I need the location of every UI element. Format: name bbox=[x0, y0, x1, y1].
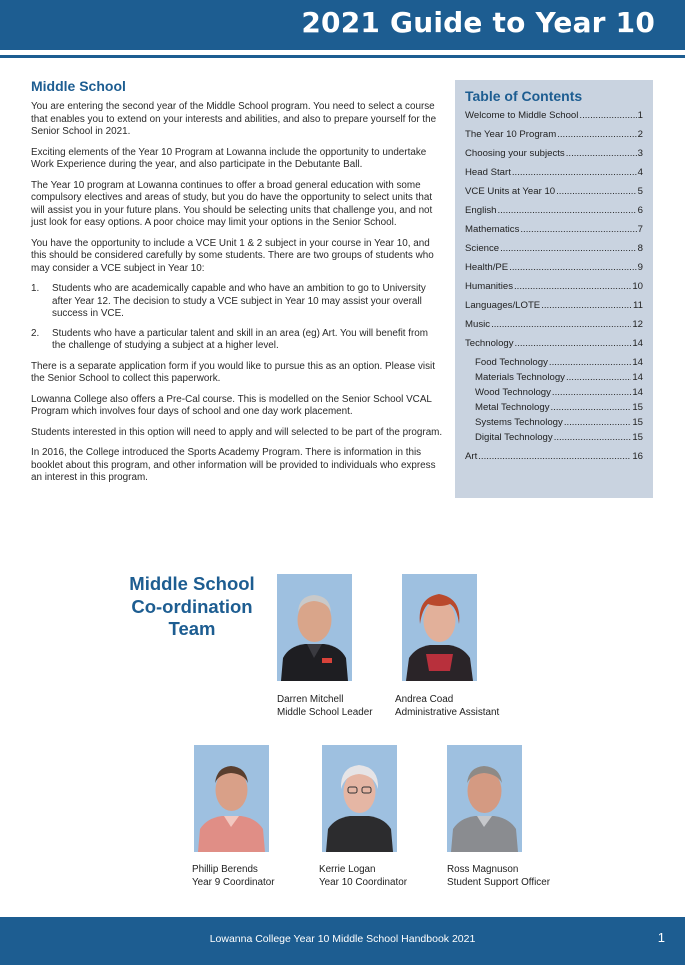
team-heading-line: Co-ordination bbox=[131, 595, 253, 617]
staff-photo bbox=[447, 745, 522, 852]
toc-entry-page: 15 bbox=[632, 417, 643, 428]
staff-photo bbox=[194, 745, 269, 852]
paragraph: The Year 10 program at Lowanna continues to offer a broad general education with some compulsory electives and areas of study, but you do have the opportunity to select units that will assist you in your future plans. You should be selecting units that challenge you, and not just look for easy options. A poor choice may limit your options in the Senior School. bbox=[31, 179, 433, 228]
toc-entry-label: The Year 10 Program bbox=[465, 129, 557, 140]
toc-entry[interactable] bbox=[465, 243, 643, 255]
toc-entry-page: 14 bbox=[632, 387, 643, 398]
staff-name: Andrea Coad bbox=[395, 694, 454, 705]
header-divider bbox=[0, 55, 685, 58]
staff-role: Year 9 Coordinator bbox=[192, 876, 275, 888]
paragraph: You have the opportunity to include a VCE Unit 1 & 2 subject in your course in Year 10, and this should be considered carefully by some students. There are two groups of students who may consider a VCE subject in Year 10: bbox=[31, 237, 434, 274]
toc-entry[interactable] bbox=[465, 387, 643, 399]
staff-role: Year 10 Coordinator bbox=[319, 876, 408, 888]
toc-entry[interactable] bbox=[465, 417, 643, 429]
table-of-contents bbox=[455, 80, 653, 498]
page-title: 2021 Guide to Year 10 bbox=[301, 6, 655, 39]
staff-caption bbox=[277, 694, 373, 719]
toc-entry-label: Systems Technology bbox=[475, 417, 563, 428]
toc-leader-dots bbox=[564, 417, 632, 429]
toc-entry[interactable] bbox=[465, 281, 643, 293]
staff-name: Ross Magnuson bbox=[447, 864, 519, 875]
staff-role: Student Support Officer bbox=[447, 876, 551, 888]
toc-entry-page: 4 bbox=[637, 167, 643, 178]
toc-entry-label: English bbox=[465, 205, 497, 216]
toc-leader-dots bbox=[491, 319, 631, 331]
toc-entry[interactable] bbox=[465, 129, 643, 141]
toc-entry-page: 5 bbox=[637, 186, 643, 197]
toc-entry-page: 2 bbox=[637, 129, 643, 140]
toc-entry[interactable] bbox=[465, 148, 643, 160]
toc-entry-page: 7 bbox=[637, 224, 643, 235]
toc-entry-page: 16 bbox=[632, 451, 643, 462]
toc-entries bbox=[465, 110, 643, 350]
toc-entry-label: Languages/LOTE bbox=[465, 300, 541, 311]
toc-entry-label: Mathematics bbox=[465, 224, 520, 235]
toc-entry-label: Science bbox=[465, 243, 500, 254]
toc-entry-page: 3 bbox=[637, 148, 643, 159]
toc-entry[interactable] bbox=[465, 110, 643, 122]
toc-entry[interactable] bbox=[465, 451, 643, 463]
main-content bbox=[31, 78, 444, 493]
toc-entry-page: 15 bbox=[632, 402, 643, 413]
page-number: 1 bbox=[657, 930, 665, 945]
staff-caption bbox=[395, 694, 499, 719]
staff-role: Administrative Assistant bbox=[395, 706, 500, 718]
list-item-text: Students who have a particular talent and skill in an area (eg) Art. You will benefit from the challenge of studying a subject at a higher level. bbox=[52, 327, 429, 351]
toc-entry[interactable] bbox=[465, 186, 643, 198]
toc-leader-dots bbox=[557, 129, 636, 141]
toc-entry-label: Head Start bbox=[465, 167, 511, 178]
paragraph: In 2016, the College introduced the Sports Academy Program. There is information in this booklet about this program, and other information will be provided to individuals who express an interest in this program. bbox=[31, 447, 436, 483]
section-heading: Middle School bbox=[31, 78, 126, 94]
list-number: 1. bbox=[31, 283, 40, 294]
toc-leader-dots bbox=[579, 110, 636, 122]
toc-entry[interactable] bbox=[465, 432, 643, 444]
toc-leader-dots bbox=[512, 167, 637, 179]
toc-leader-dots bbox=[551, 402, 632, 414]
toc-entry-label: Metal Technology bbox=[475, 402, 550, 413]
list-item bbox=[31, 328, 444, 353]
toc-entry-label: Food Technology bbox=[475, 357, 548, 368]
toc-leader-dots bbox=[520, 224, 636, 236]
staff-photo bbox=[322, 745, 397, 852]
toc-entry-page: 14 bbox=[632, 372, 643, 383]
paragraph: Students interested in this option will need to apply and will selected to be part of the program. bbox=[31, 426, 443, 438]
toc-leader-dots bbox=[541, 300, 632, 312]
toc-entry-page: 15 bbox=[632, 432, 643, 443]
toc-entry-label: Humanities bbox=[465, 281, 513, 292]
toc-entry-page: 9 bbox=[637, 262, 643, 273]
toc-entry-page: 8 bbox=[637, 243, 643, 254]
toc-entry[interactable] bbox=[465, 205, 643, 217]
toc-entry[interactable] bbox=[465, 167, 643, 179]
toc-entry[interactable] bbox=[465, 357, 643, 369]
toc-sub-entries bbox=[465, 357, 643, 444]
header-band bbox=[0, 0, 685, 50]
team-heading-line: Middle School bbox=[129, 573, 255, 594]
toc-entry-label: Art bbox=[465, 451, 478, 462]
staff-caption bbox=[192, 864, 275, 889]
staff-role: Middle School Leader bbox=[277, 706, 373, 718]
toc-entry-label: Choosing your subjects bbox=[465, 148, 565, 159]
toc-entry[interactable] bbox=[465, 224, 643, 236]
list-number: 2. bbox=[31, 327, 40, 339]
staff-photo bbox=[402, 574, 477, 681]
toc-entry[interactable] bbox=[465, 262, 643, 274]
toc-last-entry bbox=[465, 451, 643, 463]
paragraph: Lowanna College also offers a Pre-Cal course. This is modelled on the Senior School VCAL Program which involves four days of school and one day work placement. bbox=[31, 393, 432, 417]
toc-leader-dots bbox=[509, 262, 636, 274]
team-heading bbox=[112, 573, 272, 641]
toc-leader-dots bbox=[554, 432, 632, 444]
team-heading-line: Team bbox=[168, 618, 216, 639]
footer-band bbox=[0, 917, 685, 965]
staff-name: Darren Mitchell bbox=[277, 694, 344, 705]
staff-caption bbox=[447, 864, 550, 889]
toc-entry[interactable] bbox=[465, 402, 643, 414]
list-item-text: Students who are academically capable and who have an ambition to go to University after Year 12. The decision to study a VCE subject in Year 10 may assist your overall success in VCE. bbox=[52, 283, 426, 319]
toc-entry-label: VCE Units at Year 10 bbox=[465, 186, 556, 197]
paragraph: You are entering the second year of the Middle School program. You need to select a course that enables you to extend on your interests and abilities, and also to prepare yourself for the Senior School in 2021. bbox=[31, 101, 437, 137]
toc-title: Table of Contents bbox=[465, 88, 583, 104]
staff-caption bbox=[319, 864, 407, 889]
toc-leader-dots bbox=[566, 148, 637, 160]
staff-photo bbox=[277, 574, 352, 681]
toc-entry-page: 11 bbox=[633, 300, 643, 311]
toc-entry-page: 6 bbox=[637, 205, 643, 216]
list-item bbox=[31, 283, 444, 321]
toc-leader-dots bbox=[566, 372, 631, 384]
toc-leader-dots bbox=[556, 186, 637, 198]
toc-entry-page: 10 bbox=[632, 281, 643, 292]
numbered-list bbox=[31, 283, 444, 353]
toc-entry[interactable] bbox=[465, 300, 643, 312]
toc-entry-label: Digital Technology bbox=[475, 432, 553, 443]
staff-name: Kerrie Logan bbox=[319, 864, 376, 875]
toc-entry-page: 12 bbox=[632, 319, 643, 330]
toc-entry[interactable] bbox=[465, 319, 643, 331]
toc-entry-page: 14 bbox=[632, 338, 643, 349]
toc-entry[interactable] bbox=[465, 372, 643, 384]
paragraph: There is a separate application form if you would like to pursue this as an option. Please visit the Senior School to collect this paperwork. bbox=[31, 360, 435, 384]
toc-entry-label: Welcome to Middle School bbox=[465, 110, 579, 121]
paragraph: Exciting elements of the Year 10 Program at Lowanna include the opportunity to undertake Work Experience during the year, and also participate in the Debutante Ball. bbox=[31, 146, 427, 170]
footer-text: Lowanna College Year 10 Middle School Handbook 2021 bbox=[209, 933, 476, 945]
toc-entry-page: 14 bbox=[632, 357, 643, 368]
toc-leader-dots bbox=[515, 338, 632, 350]
toc-leader-dots bbox=[497, 205, 636, 217]
toc-leader-dots bbox=[514, 281, 631, 293]
toc-entry[interactable] bbox=[465, 338, 643, 350]
toc-entry-label: Materials Technology bbox=[475, 372, 565, 383]
staff-name: Phillip Berends bbox=[192, 864, 258, 875]
toc-leader-dots bbox=[478, 451, 631, 463]
toc-leader-dots bbox=[549, 357, 631, 369]
toc-leader-dots bbox=[500, 243, 637, 255]
toc-entry-label: Health/PE bbox=[465, 262, 509, 273]
toc-entry-label: Music bbox=[465, 319, 491, 330]
toc-entry-label: Technology bbox=[465, 338, 514, 349]
toc-entry-label: Wood Technology bbox=[475, 387, 551, 398]
toc-entry-page: 1 bbox=[637, 110, 643, 121]
toc-leader-dots bbox=[552, 387, 631, 399]
